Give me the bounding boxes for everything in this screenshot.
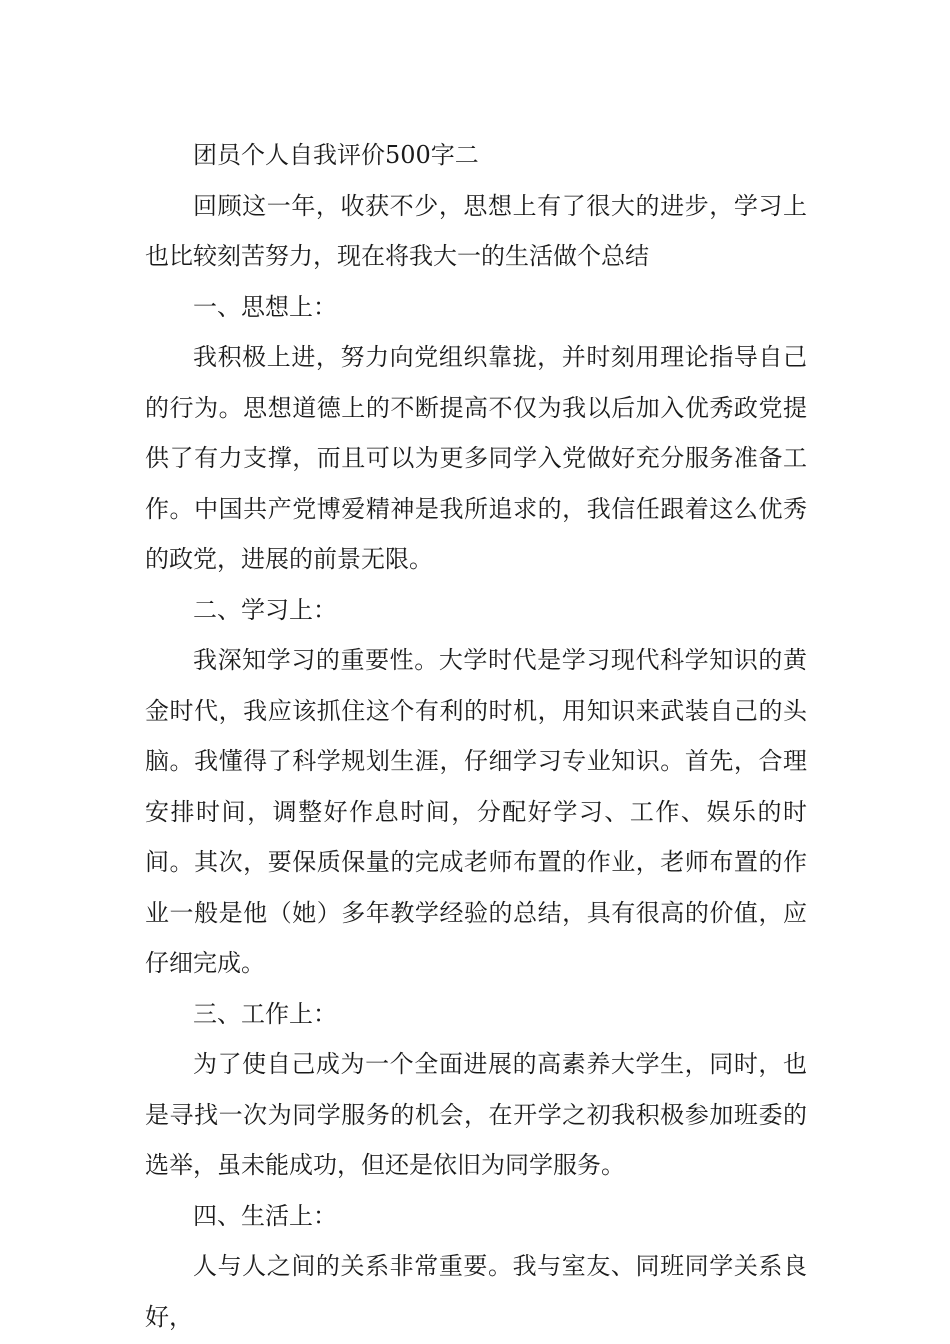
paragraph-life: 人与人之间的关系非常重要。我与室友、同班同学关系良好， xyxy=(145,1252,807,1331)
paragraph-study: 我深知学习的重要性。大学时代是学习现代科学知识的黄金时代，我应该抓住这个有利的时机，用知识来武装自己的头脑。我懂得了科学规划生涯，仔细学习专业知识。首先，合理安排时间，调整好作息时间，分配好学习、工作、娱乐的时间。其次，要保质保量的完成老师布置的作业，老师布置的作业一般是他（她）多年教学经验的总结，具有很高的价值，应仔细完成。 xyxy=(145,646,807,977)
heading-work: 三、工作上： xyxy=(193,999,337,1028)
paragraph-thought: 我积极上进，努力向党组织靠拢，并时刻用理论指导自己的行为。思想道德上的不断提高不仅为我以后加入优秀政党提供了有力支撑，而且可以为更多同学入党做好充分服务准备工作。中国共产党博爱精神是我所追求的，我信任跟着这么优秀的政党，进展的前景无限。 xyxy=(145,343,807,573)
paragraph-work: 为了使自己成为一个全面进展的高素养大学生，同时，也是寻找一次为同学服务的机会，在开学之初我积极参加班委的选举，虽未能成功，但还是依旧为同学服务。 xyxy=(145,1050,807,1179)
paragraph-intro: 回顾这一年，收获不少，思想上有了很大的进步，学习上也比较刻苦努力，现在将我大一的生活做个总结 xyxy=(145,191,807,270)
heading-thought: 一、思想上： xyxy=(193,292,337,321)
heading-life: 四、生活上： xyxy=(193,1201,337,1230)
document-title: 团员个人自我评价500字二 xyxy=(193,141,479,169)
document-body xyxy=(145,130,807,1342)
heading-study: 二、学习上： xyxy=(193,595,337,624)
